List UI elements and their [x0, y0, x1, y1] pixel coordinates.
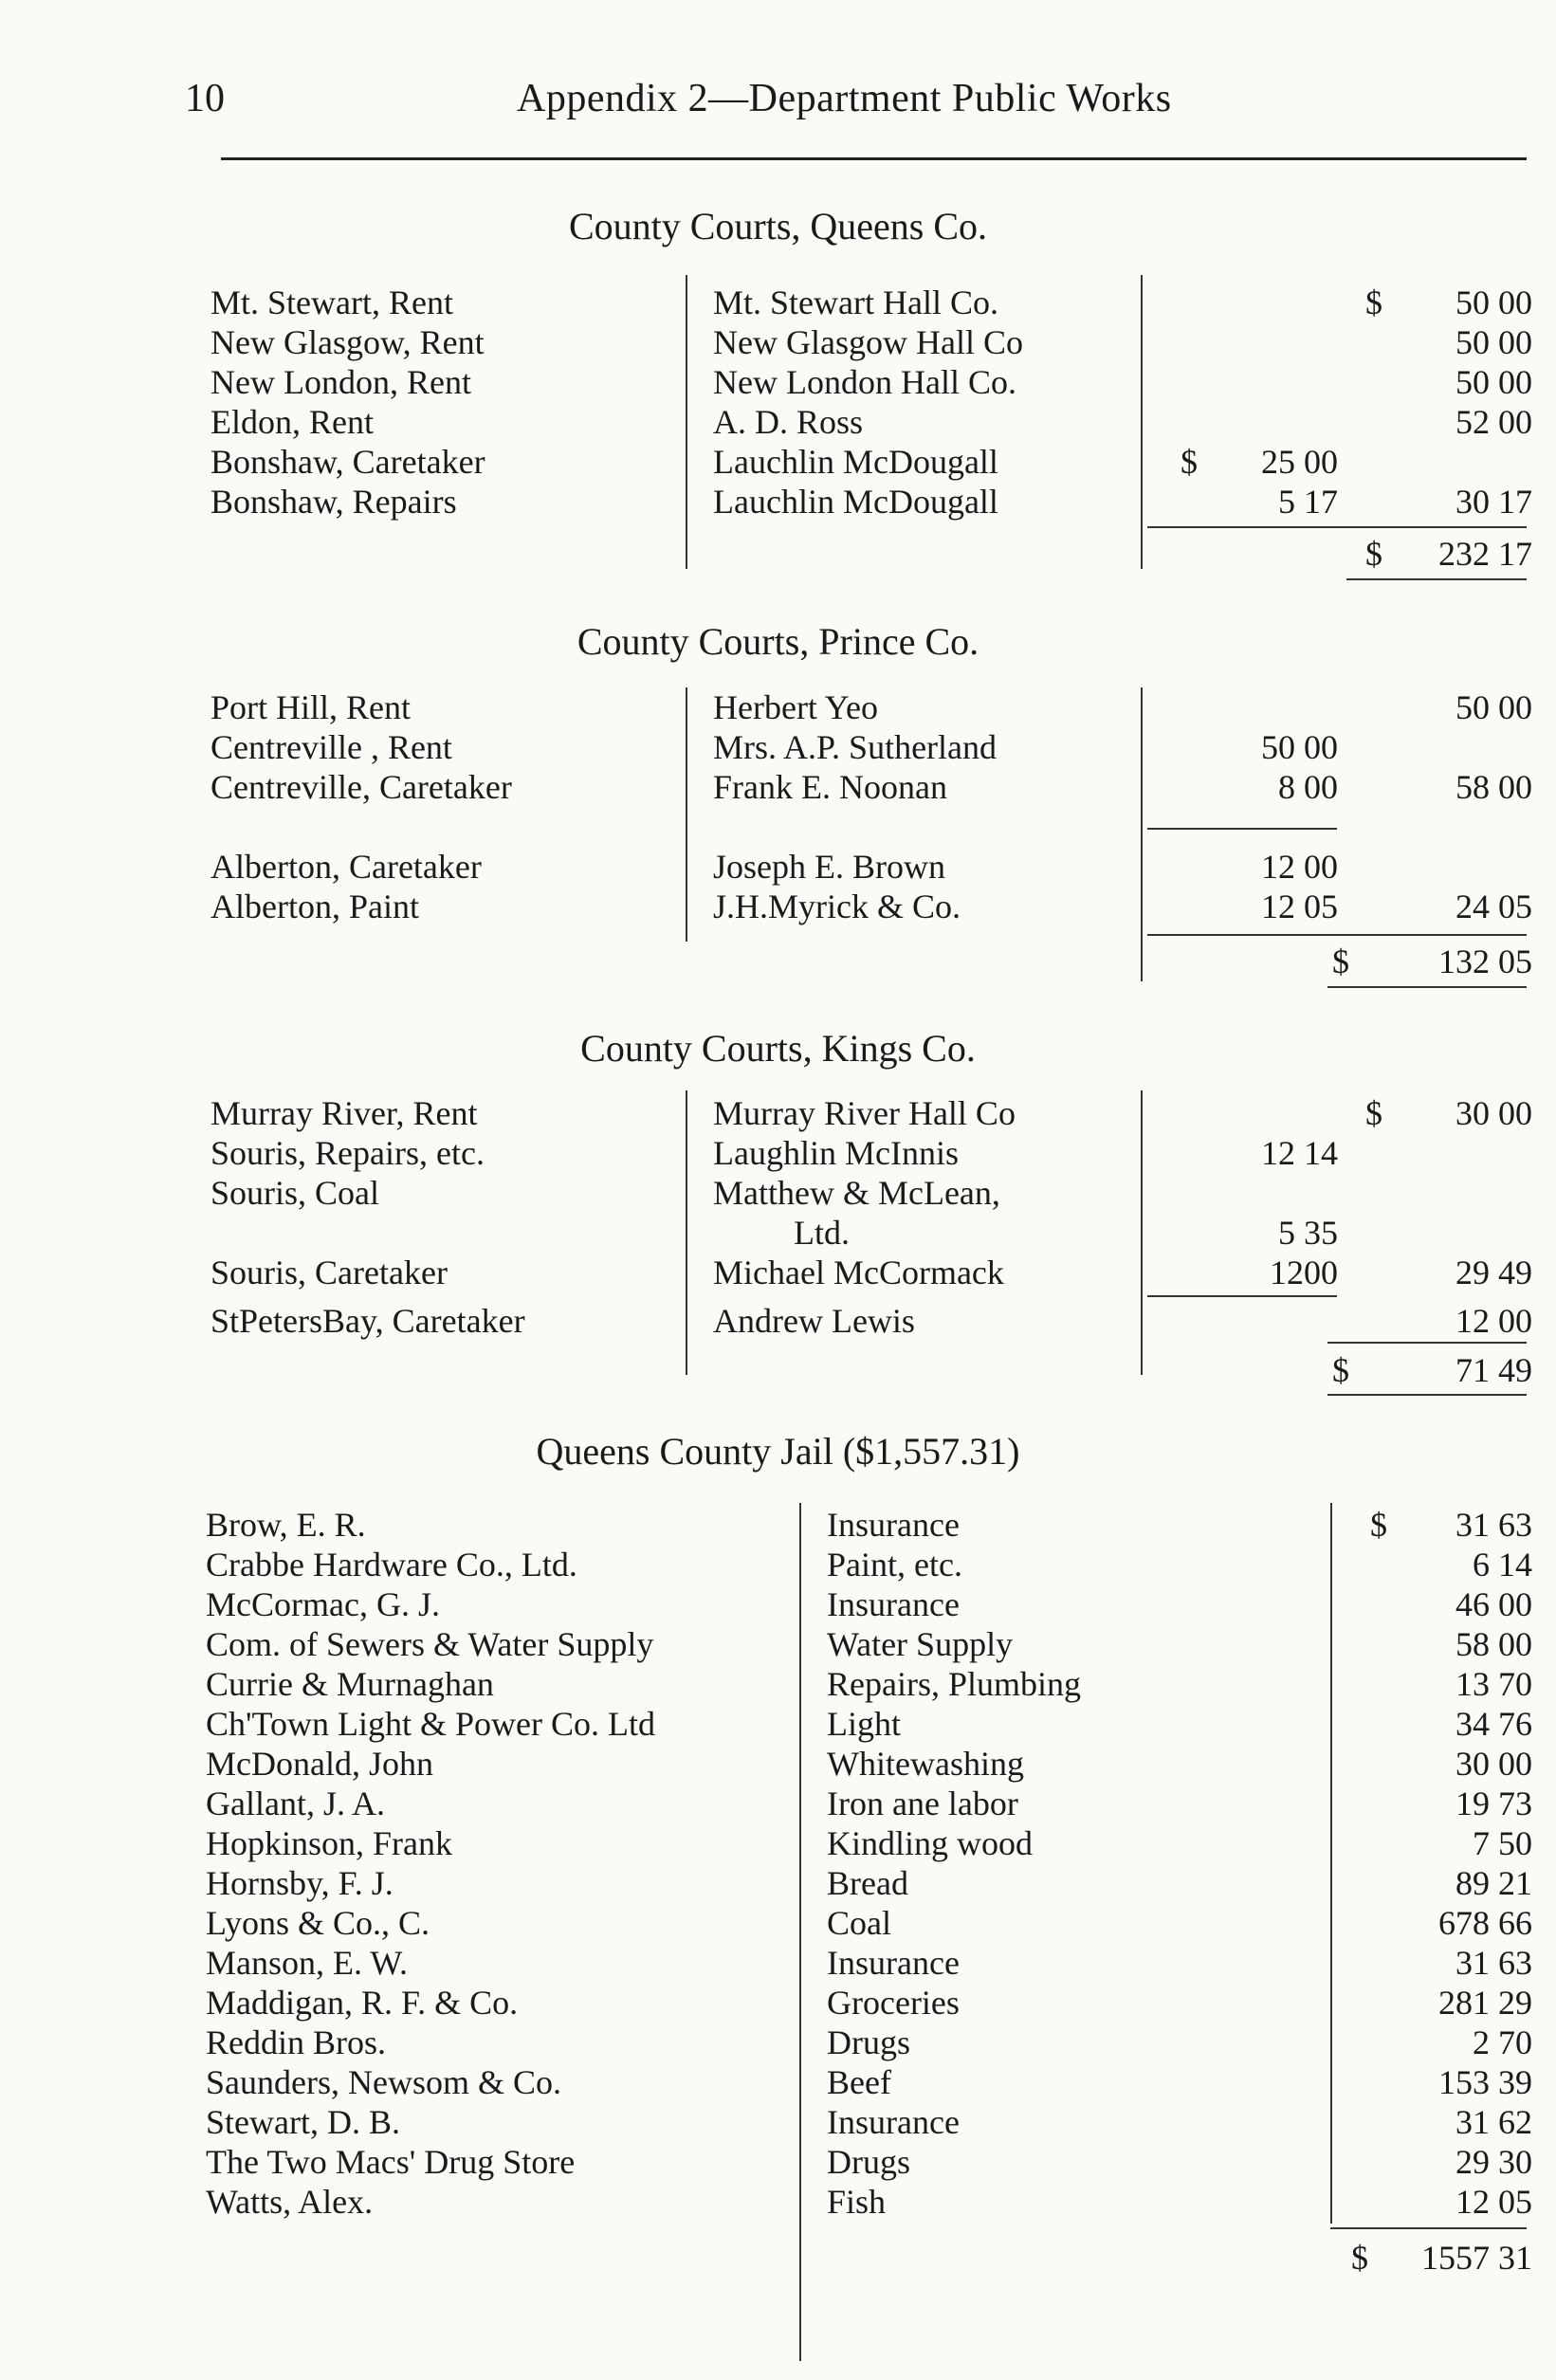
item-cell: Insurance	[827, 1585, 960, 1623]
amount-cell: 52 00	[1455, 403, 1532, 441]
amount-cell: 24 05	[1455, 888, 1532, 925]
total-row	[0, 1350, 1556, 1390]
payee-cell: McDonald, John	[206, 1745, 433, 1783]
item-cell: Water Supply	[827, 1625, 1014, 1663]
amount-cell: 153 39	[1438, 2063, 1532, 2101]
total-rule	[1327, 986, 1527, 988]
dollar-sign: $	[1365, 1094, 1382, 1132]
item-cell: Insurance	[827, 1944, 960, 1982]
table-row	[0, 482, 1556, 522]
subamount-cell: 5 17	[1278, 483, 1338, 521]
payee-cell: Gallant, J. A.	[206, 1785, 385, 1822]
subamount-cell: 12 00	[1261, 848, 1338, 886]
subtotal-rule	[1330, 2227, 1527, 2229]
amount-cell: 12 05	[1455, 2183, 1532, 2221]
dollar-sign: $	[1365, 284, 1382, 321]
total-amount: 132 05	[1438, 943, 1532, 980]
total-rule	[1346, 578, 1527, 580]
item-cell: Drugs	[827, 2143, 910, 2181]
section-title-prince-courts: County Courts, Prince Co.	[577, 620, 979, 663]
item-cell: Drugs	[827, 2023, 910, 2061]
table-row	[0, 2023, 1556, 2062]
table-row	[0, 1784, 1556, 1823]
item-cell: Iron ane labor	[827, 1785, 1018, 1822]
payee-cell: Laughlin McInnis	[713, 1134, 959, 1172]
item-cell: StPetersBay, Caretaker	[211, 1302, 525, 1340]
item-cell: Port Hill, Rent	[211, 688, 412, 726]
amount-cell: 34 76	[1455, 1705, 1532, 1743]
item-cell: Groceries	[827, 1984, 960, 2022]
item-cell: Fish	[827, 2183, 887, 2221]
payee-cell: Stewart, D. B.	[206, 2103, 400, 2141]
table-row	[0, 283, 1556, 322]
payee-cell: Com. of Sewers & Water Supply	[206, 1625, 654, 1663]
payee-cell: Ch'Town Light & Power Co. Ltd	[206, 1705, 655, 1743]
item-cell: Bonshaw, Repairs	[211, 483, 457, 521]
payee-cell: Saunders, Newsom & Co.	[206, 2063, 561, 2101]
item-cell: Whitewashing	[827, 1745, 1024, 1783]
amount-cell: 30 17	[1455, 483, 1532, 521]
payee-cell: Watts, Alex.	[206, 2183, 374, 2221]
item-cell: Centreville , Rent	[211, 728, 452, 766]
table-row	[0, 2142, 1556, 2182]
payee-cell: Joseph E. Brown	[713, 848, 945, 886]
total-row	[0, 942, 1556, 981]
table-row	[0, 1253, 1556, 1292]
table-row	[0, 1584, 1556, 1624]
section-title-queens-courts: County Courts, Queens Co.	[568, 205, 988, 247]
subamount-cell: 8 00	[1278, 768, 1338, 806]
payee-cell: Manson, E. W.	[206, 1944, 409, 1982]
item-cell: Souris, Repairs, etc.	[211, 1134, 485, 1172]
amount-cell: 19 73	[1455, 1785, 1532, 1822]
table-row	[0, 2062, 1556, 2102]
amount-cell: 50 00	[1455, 688, 1532, 726]
dollar-sign: $	[1365, 535, 1382, 573]
dollar-sign: $	[1332, 1351, 1349, 1389]
item-cell: Beef	[827, 2063, 891, 2101]
item-cell: Bonshaw, Caretaker	[211, 443, 485, 481]
payee-cell: Brow, E. R.	[206, 1506, 366, 1544]
table-row	[0, 1213, 1556, 1253]
subtotal-rule	[1147, 828, 1337, 830]
item-cell: Eldon, Rent	[211, 403, 374, 441]
item-cell: New London, Rent	[211, 363, 471, 401]
dollar-sign: $	[1351, 2239, 1368, 2277]
total-amount: 1557 31	[1421, 2239, 1532, 2277]
item-cell: Mt. Stewart, Rent	[211, 284, 453, 321]
table-row	[0, 1664, 1556, 1704]
payee-cell: Herbert Yeo	[713, 688, 878, 726]
dollar-sign: $	[1370, 1506, 1387, 1544]
table-row	[0, 1505, 1556, 1545]
table-row	[0, 402, 1556, 442]
amount-cell: 58 00	[1455, 768, 1532, 806]
amount-cell: 50 00	[1455, 363, 1532, 401]
table-row	[0, 1704, 1556, 1744]
table-row	[0, 1983, 1556, 2023]
payee-cell: Ltd.	[794, 1214, 850, 1252]
table-row	[0, 887, 1556, 926]
payee-cell: Murray River Hall Co	[713, 1094, 1016, 1132]
amount-cell: 31 63	[1455, 1944, 1532, 1982]
payee-cell: Lauchlin McDougall	[713, 443, 998, 481]
subamount-cell: 12 05	[1261, 888, 1338, 925]
table-row	[0, 1173, 1556, 1213]
amount-cell: 46 00	[1455, 1585, 1532, 1623]
item-cell: Souris, Coal	[211, 1174, 380, 1212]
item-cell: Alberton, Paint	[211, 888, 419, 925]
amount-cell: 13 70	[1455, 1665, 1532, 1703]
amount-cell: 29 49	[1455, 1254, 1532, 1291]
payee-cell: New Glasgow Hall Co	[713, 323, 1023, 361]
item-cell: Alberton, Caretaker	[211, 848, 482, 886]
total-rule	[1327, 1394, 1527, 1396]
subtotal-rule	[1147, 1295, 1337, 1297]
table-row	[0, 2102, 1556, 2142]
payee-cell: McCormac, G. J.	[206, 1585, 440, 1623]
running-title: Appendix 2—Department Public Works	[517, 77, 1172, 120]
table-row	[0, 1943, 1556, 1983]
item-cell: Centreville, Caretaker	[211, 768, 512, 806]
subamount-cell: 12 14	[1261, 1134, 1338, 1172]
payee-cell: J.H.Myrick & Co.	[713, 888, 961, 925]
subtotal-rule	[1147, 934, 1527, 936]
subamount-cell: 50 00	[1261, 728, 1338, 766]
item-cell: Bread	[827, 1864, 908, 1902]
item-cell: Repairs, Plumbing	[827, 1665, 1081, 1703]
payee-cell: Hopkinson, Frank	[206, 1824, 452, 1862]
amount-cell: 58 00	[1455, 1625, 1532, 1663]
item-cell: New Glasgow, Rent	[211, 323, 485, 361]
amount-cell: 50 00	[1455, 323, 1532, 361]
amount-cell: 29 30	[1455, 2143, 1532, 2181]
dollar-sign: $	[1332, 943, 1349, 980]
section-title-kings-courts: County Courts, Kings Co.	[580, 1027, 976, 1070]
item-cell: Light	[827, 1705, 901, 1743]
item-cell: Kindling wood	[827, 1824, 1034, 1862]
table-row	[0, 727, 1556, 767]
subtotal-rule	[1147, 526, 1527, 528]
table-row	[0, 1744, 1556, 1784]
table-row	[0, 687, 1556, 727]
table-row	[0, 767, 1556, 807]
table-row	[0, 847, 1556, 887]
payee-cell: Hornsby, F. J.	[206, 1864, 394, 1902]
payee-cell: Mt. Stewart Hall Co.	[713, 284, 998, 321]
subtotal-rule	[1327, 1342, 1527, 1344]
amount-cell: 30 00	[1455, 1745, 1532, 1783]
table-row	[0, 1823, 1556, 1863]
payee-cell: Lauchlin McDougall	[713, 483, 998, 521]
total-row	[0, 534, 1556, 574]
payee-cell: Crabbe Hardware Co., Ltd.	[206, 1546, 577, 1584]
payee-cell: Currie & Murnaghan	[206, 1665, 494, 1703]
subamount-cell: 1200	[1270, 1254, 1338, 1291]
amount-cell: 7 50	[1473, 1824, 1532, 1862]
table-row	[0, 1133, 1556, 1173]
payee-cell: Lyons & Co., C.	[206, 1904, 430, 1942]
amount-cell: 2 70	[1473, 2023, 1532, 2061]
payee-cell: Maddigan, R. F. & Co.	[206, 1984, 519, 2022]
item-cell: Murray River, Rent	[211, 1094, 478, 1132]
amount-cell: 6 14	[1473, 1546, 1532, 1584]
table-row	[0, 2182, 1556, 2222]
item-cell: Paint, etc.	[827, 1546, 962, 1584]
table-row	[0, 1624, 1556, 1664]
total-row	[0, 2238, 1556, 2278]
payee-cell: A. D. Ross	[713, 403, 864, 441]
payee-cell: Andrew Lewis	[713, 1302, 915, 1340]
amount-cell: 31 63	[1455, 1506, 1532, 1544]
amount-cell: 281 29	[1438, 1984, 1532, 2022]
page-number: 10	[185, 77, 225, 120]
table-row	[0, 1545, 1556, 1584]
amount-cell: 89 21	[1455, 1864, 1532, 1902]
amount-cell: 678 66	[1438, 1904, 1532, 1942]
payee-cell: Reddin Bros.	[206, 2023, 387, 2061]
payee-cell: The Two Macs' Drug Store	[206, 2143, 576, 2181]
subamount-cell: 25 00	[1261, 443, 1338, 481]
payee-cell: New London Hall Co.	[713, 363, 1016, 401]
item-cell: Insurance	[827, 1506, 960, 1544]
table-row	[0, 362, 1556, 402]
table-row	[0, 1863, 1556, 1903]
payee-cell: Frank E. Noonan	[713, 768, 947, 806]
amount-cell: 12 00	[1455, 1302, 1532, 1340]
table-row	[0, 1903, 1556, 1943]
item-cell: Souris, Caretaker	[211, 1254, 448, 1291]
subamount-cell: 5 35	[1278, 1214, 1338, 1252]
payee-cell: Mrs. A.P. Sutherland	[713, 728, 998, 766]
table-row	[0, 322, 1556, 362]
table-row	[0, 1093, 1556, 1133]
item-cell: Insurance	[827, 2103, 960, 2141]
amount-cell: 50 00	[1455, 284, 1532, 321]
section-title-queens-jail: Queens County Jail ($1,557.31)	[536, 1430, 1020, 1473]
total-amount: 71 49	[1455, 1351, 1532, 1389]
amount-cell: 30 00	[1455, 1094, 1532, 1132]
total-amount: 232 17	[1438, 535, 1532, 573]
amount-cell: 31 62	[1455, 2103, 1532, 2141]
header-rule	[221, 157, 1527, 160]
table-row	[0, 1301, 1556, 1341]
payee-cell: Matthew & McLean,	[713, 1174, 1000, 1212]
payee-cell: Michael McCormack	[713, 1254, 1004, 1291]
dollar-sign: $	[1181, 443, 1198, 481]
item-cell: Coal	[827, 1904, 891, 1942]
table-row	[0, 442, 1556, 482]
page-header	[0, 76, 1556, 133]
